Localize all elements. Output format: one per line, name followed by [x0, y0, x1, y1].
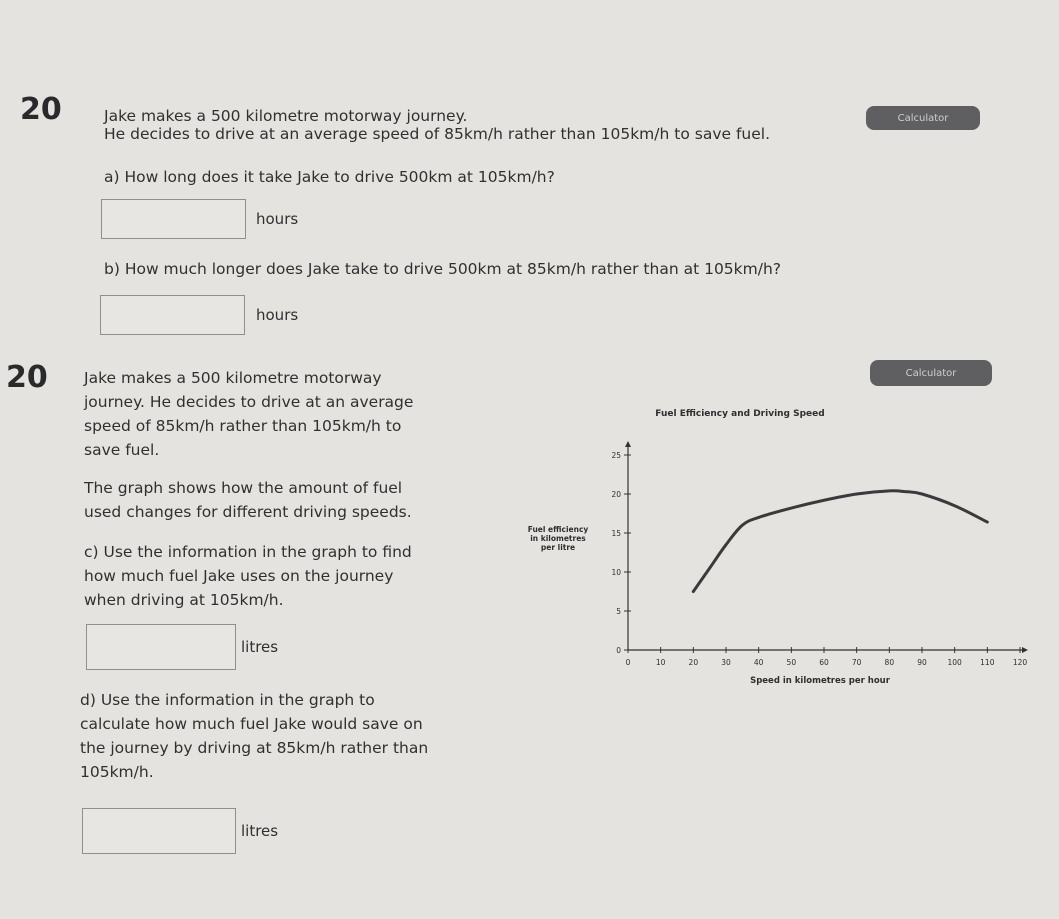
answer-box-c[interactable] [86, 624, 236, 670]
y-tick-label: 10 [611, 568, 621, 577]
y-tick-label: 5 [616, 607, 621, 616]
chart-title: Fuel Efficiency and Driving Speed [655, 409, 825, 419]
q2-intro-line: Jake makes a 500 kilometre motorway [84, 369, 382, 387]
data-point [889, 490, 890, 491]
y-tick-label: 0 [616, 646, 621, 655]
q2-graph-text-line: The graph shows how the amount of fuel [84, 479, 403, 497]
x-tick-label: 20 [688, 658, 699, 667]
unit-litres-d: litres [241, 822, 279, 840]
x-tick-label: 90 [917, 658, 927, 667]
data-point [905, 491, 906, 492]
data-point [758, 517, 759, 518]
data-point [693, 591, 694, 592]
x-tick-label: 80 [884, 658, 895, 667]
y-tick-label: 15 [611, 529, 621, 538]
unit-hours-b: hours [256, 306, 299, 324]
y-tick-label: 20 [611, 490, 621, 499]
q1-intro-line2: He decides to drive at an average speed of 85km/h rather than 105km/h to save fuel. [104, 125, 771, 143]
answer-box-d[interactable] [82, 808, 236, 854]
x-tick-label: 100 [947, 658, 962, 667]
q2-part-d-line: d) Use the information in the graph to [80, 691, 375, 709]
x-tick-label: 110 [980, 658, 995, 667]
x-tick-label: 120 [1012, 658, 1028, 667]
series-line [693, 491, 987, 592]
q2-intro-line: speed of 85km/h rather than 105km/h to [84, 417, 402, 435]
q2-part-c-line: when driving at 105km/h. [84, 591, 284, 609]
q2-part-d-line: the journey by driving at 85km/h rather than [80, 739, 429, 757]
data-point [954, 505, 955, 506]
calculator-badge-top: Calculator [866, 106, 980, 130]
question-number-bottom: 20 [6, 360, 48, 395]
unit-hours-a: hours [256, 210, 299, 228]
y-axis-label-line: in kilometres [530, 534, 586, 543]
y-axis-arrow [625, 441, 631, 447]
x-tick-label: 60 [819, 658, 829, 667]
q2-part-c-line: how much fuel Jake uses on the journey [84, 567, 394, 585]
q2-graph-text-line: used changes for different driving speeds. [84, 503, 412, 521]
question-number-top: 20 [20, 92, 62, 127]
x-tick-label: 10 [655, 658, 666, 667]
x-tick-label: 0 [625, 658, 631, 667]
q1-part-a: a) How long does it take Jake to drive 500km at 105km/h? [104, 168, 555, 186]
data-point [921, 493, 922, 494]
y-axis-label-line: per litre [540, 543, 576, 552]
x-tick-label: 70 [851, 658, 862, 667]
q2-graph-text [84, 476, 412, 524]
fuel-efficiency-chart [480, 400, 1050, 700]
data-point [823, 500, 824, 501]
answer-box-a[interactable] [101, 199, 246, 239]
data-point [791, 507, 792, 508]
x-axis-arrow [1022, 647, 1028, 653]
data-point [742, 525, 743, 526]
y-tick-label: 25 [611, 451, 621, 460]
data-point [709, 568, 710, 569]
data-point [725, 544, 726, 545]
q2-part-d-line: 105km/h. [80, 763, 154, 781]
q2-part-d-line: calculate how much fuel Jake would save on [80, 715, 423, 733]
q2-intro-line: journey. He decides to drive at an average [84, 393, 414, 411]
data-point [856, 493, 857, 494]
y-axis-label-line: Fuel efficiency [527, 525, 589, 534]
answer-box-b[interactable] [100, 295, 245, 335]
unit-litres-c: litres [241, 638, 279, 656]
x-tick-label: 40 [753, 658, 764, 667]
q2-intro-line: save fuel. [84, 441, 160, 459]
q2-part-d [80, 688, 428, 784]
x-axis-label: Speed in kilometres per hour [750, 676, 890, 686]
q1-intro-line1: Jake makes a 500 kilometre motorway journey. [104, 107, 468, 125]
q2-part-c-line: c) Use the information in the graph to find [84, 543, 412, 561]
x-tick-label: 50 [786, 658, 797, 667]
q1-part-b: b) How much longer does Jake take to drive 500km at 85km/h rather than at 105km/h? [104, 260, 782, 278]
q2-part-c [84, 540, 412, 612]
x-tick-label: 30 [721, 658, 731, 667]
calculator-badge-bottom: Calculator [870, 360, 992, 386]
q2-intro [84, 366, 413, 462]
data-point [987, 521, 988, 522]
